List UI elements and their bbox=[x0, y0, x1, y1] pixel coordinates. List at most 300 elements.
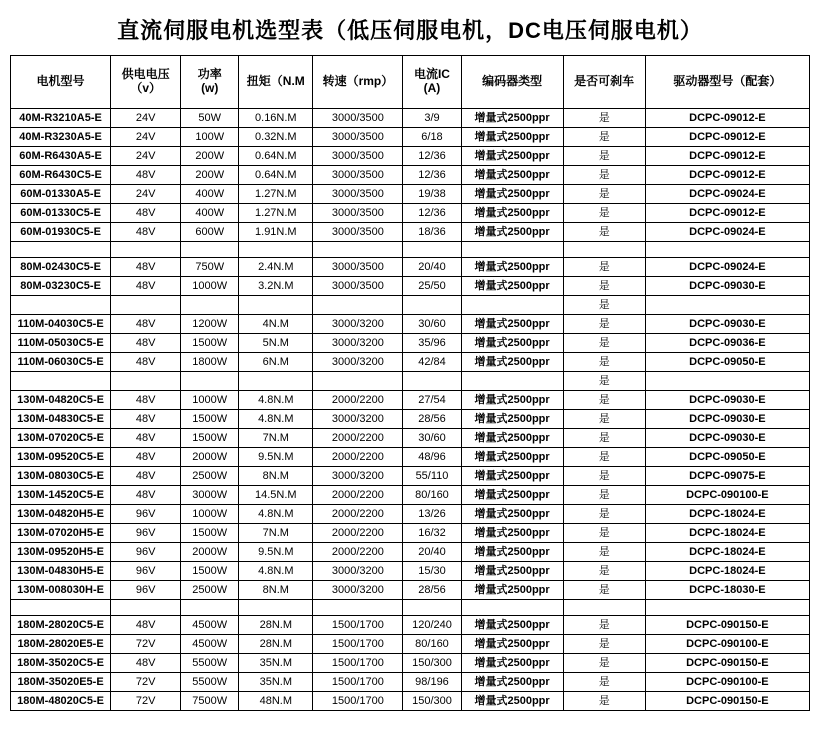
spacer-cell bbox=[645, 600, 809, 616]
cell-model: 60M-R6430A5-E bbox=[11, 147, 111, 166]
cell-speed: 3000/3500 bbox=[313, 147, 403, 166]
cell-driver: DCPC-09030-E bbox=[645, 410, 809, 429]
cell-power: 600W bbox=[181, 223, 239, 242]
table-row bbox=[11, 185, 810, 204]
cell-current: 12/36 bbox=[403, 147, 461, 166]
cell-current: 12/36 bbox=[403, 204, 461, 223]
col-header-speed: 转速（rmp） bbox=[313, 56, 403, 109]
cell-voltage: 48V bbox=[111, 353, 181, 372]
cell-model: 60M-01330A5-E bbox=[11, 185, 111, 204]
cell-model: 130M-09520C5-E bbox=[11, 448, 111, 467]
cell-voltage: 48V bbox=[111, 391, 181, 410]
spacer-cell bbox=[111, 600, 181, 616]
table-row bbox=[11, 448, 810, 467]
cell-encoder: 增量式2500ppr bbox=[461, 505, 563, 524]
col-header-current bbox=[403, 56, 461, 109]
cell-brake: 是 bbox=[563, 258, 645, 277]
cell-torque: 8N.M bbox=[239, 467, 313, 486]
cell-torque: 4.8N.M bbox=[239, 410, 313, 429]
cell-current: 30/60 bbox=[403, 429, 461, 448]
cell-model: 180M-28020C5-E bbox=[11, 616, 111, 635]
table-row bbox=[11, 166, 810, 185]
cell-power: 1200W bbox=[181, 315, 239, 334]
table-row bbox=[11, 429, 810, 448]
cell-driver: DCPC-18024-E bbox=[645, 543, 809, 562]
cell-voltage: 24V bbox=[111, 147, 181, 166]
cell-encoder: 增量式2500ppr bbox=[461, 128, 563, 147]
table-spacer-row bbox=[11, 242, 810, 258]
cell-driver: DCPC-090100-E bbox=[645, 635, 809, 654]
cell-current: 13/26 bbox=[403, 505, 461, 524]
cell-torque: 8N.M bbox=[239, 581, 313, 600]
col-header-torque: 扭矩（N.M bbox=[239, 56, 313, 109]
cell-power: 1500W bbox=[181, 524, 239, 543]
cell-torque: 7N.M bbox=[239, 429, 313, 448]
cell-brake: 是 bbox=[563, 692, 645, 711]
cell-encoder: 增量式2500ppr bbox=[461, 166, 563, 185]
cell-current: 55/110 bbox=[403, 467, 461, 486]
cell-power bbox=[181, 372, 239, 391]
table-body bbox=[11, 109, 810, 711]
cell-brake: 是 bbox=[563, 635, 645, 654]
cell-voltage: 48V bbox=[111, 277, 181, 296]
cell-model: 130M-14520C5-E bbox=[11, 486, 111, 505]
cell-model: 130M-04820C5-E bbox=[11, 391, 111, 410]
cell-torque: 28N.M bbox=[239, 635, 313, 654]
cell-encoder: 增量式2500ppr bbox=[461, 353, 563, 372]
cell-driver: DCPC-09012-E bbox=[645, 128, 809, 147]
cell-model: 60M-01330C5-E bbox=[11, 204, 111, 223]
cell-brake: 是 bbox=[563, 185, 645, 204]
cell-voltage: 96V bbox=[111, 524, 181, 543]
table-row bbox=[11, 692, 810, 711]
cell-power: 1500W bbox=[181, 562, 239, 581]
cell-voltage: 48V bbox=[111, 448, 181, 467]
cell-torque: 35N.M bbox=[239, 654, 313, 673]
table-row bbox=[11, 223, 810, 242]
cell-brake: 是 bbox=[563, 562, 645, 581]
cell-torque: 1.27N.M bbox=[239, 204, 313, 223]
table-row bbox=[11, 616, 810, 635]
cell-torque: 35N.M bbox=[239, 673, 313, 692]
cell-speed: 2000/2200 bbox=[313, 391, 403, 410]
cell-voltage: 96V bbox=[111, 505, 181, 524]
cell-driver: DCPC-09030-E bbox=[645, 277, 809, 296]
cell-power: 1000W bbox=[181, 391, 239, 410]
cell-voltage: 24V bbox=[111, 128, 181, 147]
table-row bbox=[11, 635, 810, 654]
cell-voltage: 48V bbox=[111, 616, 181, 635]
cell-torque: 48N.M bbox=[239, 692, 313, 711]
cell-brake: 是 bbox=[563, 223, 645, 242]
cell-model: 130M-09520H5-E bbox=[11, 543, 111, 562]
cell-power: 2500W bbox=[181, 581, 239, 600]
cell-torque: 28N.M bbox=[239, 616, 313, 635]
cell-speed: 3000/3500 bbox=[313, 166, 403, 185]
cell-encoder: 增量式2500ppr bbox=[461, 543, 563, 562]
cell-speed: 3000/3200 bbox=[313, 562, 403, 581]
cell-current: 6/18 bbox=[403, 128, 461, 147]
cell-brake: 是 bbox=[563, 109, 645, 128]
cell-driver: DCPC-09075-E bbox=[645, 467, 809, 486]
cell-power: 50W bbox=[181, 109, 239, 128]
cell-speed: 3000/3200 bbox=[313, 581, 403, 600]
cell-encoder: 增量式2500ppr bbox=[461, 692, 563, 711]
cell-model: 180M-28020E5-E bbox=[11, 635, 111, 654]
cell-brake: 是 bbox=[563, 296, 645, 315]
cell-voltage: 24V bbox=[111, 109, 181, 128]
spacer-cell bbox=[563, 600, 645, 616]
cell-voltage: 96V bbox=[111, 581, 181, 600]
cell-speed: 3000/3200 bbox=[313, 410, 403, 429]
cell-brake: 是 bbox=[563, 204, 645, 223]
cell-torque: 7N.M bbox=[239, 524, 313, 543]
cell-torque: 4.8N.M bbox=[239, 391, 313, 410]
cell-model: 110M-05030C5-E bbox=[11, 334, 111, 353]
cell-current: 30/60 bbox=[403, 315, 461, 334]
cell-driver: DCPC-09030-E bbox=[645, 315, 809, 334]
cell-power: 1500W bbox=[181, 429, 239, 448]
cell-driver: DCPC-09012-E bbox=[645, 109, 809, 128]
cell-driver: DCPC-090150-E bbox=[645, 654, 809, 673]
cell-torque: 3.2N.M bbox=[239, 277, 313, 296]
table-row bbox=[11, 258, 810, 277]
cell-power: 5500W bbox=[181, 654, 239, 673]
cell-torque: 6N.M bbox=[239, 353, 313, 372]
cell-speed: 2000/2200 bbox=[313, 448, 403, 467]
cell-current: 120/240 bbox=[403, 616, 461, 635]
cell-current: 16/32 bbox=[403, 524, 461, 543]
cell-encoder bbox=[461, 296, 563, 315]
table-row bbox=[11, 581, 810, 600]
cell-speed: 2000/2200 bbox=[313, 429, 403, 448]
cell-driver: DCPC-09050-E bbox=[645, 448, 809, 467]
table-row bbox=[11, 109, 810, 128]
cell-driver: DCPC-09012-E bbox=[645, 166, 809, 185]
cell-torque: 4N.M bbox=[239, 315, 313, 334]
table-row bbox=[11, 543, 810, 562]
cell-power bbox=[181, 296, 239, 315]
cell-speed: 1500/1700 bbox=[313, 673, 403, 692]
cell-brake: 是 bbox=[563, 486, 645, 505]
cell-speed: 3000/3200 bbox=[313, 353, 403, 372]
cell-speed bbox=[313, 296, 403, 315]
table-row bbox=[11, 204, 810, 223]
spacer-cell bbox=[313, 242, 403, 258]
spacer-cell bbox=[403, 600, 461, 616]
cell-model: 40M-R3230A5-E bbox=[11, 128, 111, 147]
spacer-cell bbox=[563, 242, 645, 258]
cell-torque: 4.8N.M bbox=[239, 505, 313, 524]
cell-current: 15/30 bbox=[403, 562, 461, 581]
cell-torque: 5N.M bbox=[239, 334, 313, 353]
cell-driver: DCPC-09012-E bbox=[645, 147, 809, 166]
cell-power: 4500W bbox=[181, 635, 239, 654]
cell-current: 42/84 bbox=[403, 353, 461, 372]
cell-driver: DCPC-09030-E bbox=[645, 429, 809, 448]
spacer-cell bbox=[239, 242, 313, 258]
col-header-power bbox=[181, 56, 239, 109]
cell-voltage: 48V bbox=[111, 258, 181, 277]
cell-torque: 0.64N.M bbox=[239, 166, 313, 185]
cell-model: 130M-04830C5-E bbox=[11, 410, 111, 429]
cell-model bbox=[11, 296, 111, 315]
cell-current: 80/160 bbox=[403, 486, 461, 505]
cell-brake: 是 bbox=[563, 334, 645, 353]
cell-power: 2000W bbox=[181, 448, 239, 467]
cell-voltage: 48V bbox=[111, 334, 181, 353]
cell-power: 400W bbox=[181, 204, 239, 223]
cell-brake: 是 bbox=[563, 673, 645, 692]
cell-power: 1500W bbox=[181, 410, 239, 429]
spacer-cell bbox=[461, 600, 563, 616]
col-header-power-unit: (w) bbox=[201, 81, 219, 95]
cell-driver: DCPC-09012-E bbox=[645, 204, 809, 223]
cell-torque bbox=[239, 372, 313, 391]
cell-voltage: 48V bbox=[111, 204, 181, 223]
cell-current: 20/40 bbox=[403, 543, 461, 562]
cell-voltage: 96V bbox=[111, 543, 181, 562]
cell-current: 27/54 bbox=[403, 391, 461, 410]
cell-torque: 2.4N.M bbox=[239, 258, 313, 277]
cell-torque: 1.91N.M bbox=[239, 223, 313, 242]
cell-brake: 是 bbox=[563, 391, 645, 410]
cell-brake: 是 bbox=[563, 448, 645, 467]
cell-encoder: 增量式2500ppr bbox=[461, 109, 563, 128]
cell-encoder: 增量式2500ppr bbox=[461, 315, 563, 334]
cell-driver bbox=[645, 372, 809, 391]
cell-model: 180M-35020C5-E bbox=[11, 654, 111, 673]
cell-voltage: 24V bbox=[111, 185, 181, 204]
cell-current: 18/36 bbox=[403, 223, 461, 242]
cell-brake: 是 bbox=[563, 654, 645, 673]
cell-encoder: 增量式2500ppr bbox=[461, 486, 563, 505]
cell-encoder: 增量式2500ppr bbox=[461, 410, 563, 429]
cell-power: 100W bbox=[181, 128, 239, 147]
cell-speed: 1500/1700 bbox=[313, 616, 403, 635]
cell-driver: DCPC-09024-E bbox=[645, 258, 809, 277]
cell-driver: DCPC-09030-E bbox=[645, 391, 809, 410]
col-header-driver: 驱动器型号（配套） bbox=[645, 56, 809, 109]
cell-brake: 是 bbox=[563, 128, 645, 147]
cell-driver: DCPC-090100-E bbox=[645, 673, 809, 692]
cell-speed: 3000/3200 bbox=[313, 315, 403, 334]
cell-speed: 3000/3500 bbox=[313, 258, 403, 277]
col-header-encoder: 编码器类型 bbox=[461, 56, 563, 109]
cell-encoder bbox=[461, 372, 563, 391]
cell-brake: 是 bbox=[563, 429, 645, 448]
cell-torque: 1.27N.M bbox=[239, 185, 313, 204]
cell-model: 40M-R3210A5-E bbox=[11, 109, 111, 128]
cell-model: 180M-35020E5-E bbox=[11, 673, 111, 692]
cell-driver: DCPC-18024-E bbox=[645, 562, 809, 581]
cell-speed: 2000/2200 bbox=[313, 486, 403, 505]
table-row bbox=[11, 128, 810, 147]
cell-driver: DCPC-09050-E bbox=[645, 353, 809, 372]
cell-model: 110M-06030C5-E bbox=[11, 353, 111, 372]
cell-speed: 3000/3500 bbox=[313, 109, 403, 128]
cell-power: 7500W bbox=[181, 692, 239, 711]
cell-speed: 2000/2200 bbox=[313, 524, 403, 543]
cell-speed: 3000/3500 bbox=[313, 204, 403, 223]
cell-driver: DCPC-18024-E bbox=[645, 505, 809, 524]
cell-current: 3/9 bbox=[403, 109, 461, 128]
cell-power: 750W bbox=[181, 258, 239, 277]
cell-encoder: 增量式2500ppr bbox=[461, 524, 563, 543]
cell-current: 80/160 bbox=[403, 635, 461, 654]
table-row bbox=[11, 410, 810, 429]
col-header-current-main: 电流IC bbox=[413, 67, 450, 82]
cell-power: 2000W bbox=[181, 543, 239, 562]
cell-brake: 是 bbox=[563, 505, 645, 524]
cell-voltage: 48V bbox=[111, 315, 181, 334]
cell-model: 60M-01930C5-E bbox=[11, 223, 111, 242]
cell-current: 35/96 bbox=[403, 334, 461, 353]
cell-encoder: 增量式2500ppr bbox=[461, 635, 563, 654]
cell-model: 130M-08030C5-E bbox=[11, 467, 111, 486]
cell-power: 1500W bbox=[181, 334, 239, 353]
cell-model bbox=[11, 372, 111, 391]
cell-encoder: 增量式2500ppr bbox=[461, 334, 563, 353]
cell-driver: DCPC-09024-E bbox=[645, 223, 809, 242]
table-row bbox=[11, 467, 810, 486]
cell-speed bbox=[313, 372, 403, 391]
cell-brake: 是 bbox=[563, 616, 645, 635]
cell-voltage: 48V bbox=[111, 429, 181, 448]
cell-encoder: 增量式2500ppr bbox=[461, 616, 563, 635]
cell-driver: DCPC-09036-E bbox=[645, 334, 809, 353]
cell-model: 130M-04820H5-E bbox=[11, 505, 111, 524]
spacer-cell bbox=[11, 600, 111, 616]
cell-current: 19/38 bbox=[403, 185, 461, 204]
cell-model: 80M-02430C5-E bbox=[11, 258, 111, 277]
cell-brake: 是 bbox=[563, 277, 645, 296]
cell-power: 3000W bbox=[181, 486, 239, 505]
cell-model: 80M-03230C5-E bbox=[11, 277, 111, 296]
table-row bbox=[11, 524, 810, 543]
cell-voltage bbox=[111, 372, 181, 391]
cell-power: 2500W bbox=[181, 467, 239, 486]
cell-torque: 14.5N.M bbox=[239, 486, 313, 505]
spacer-cell bbox=[461, 242, 563, 258]
cell-torque: 0.16N.M bbox=[239, 109, 313, 128]
cell-voltage: 72V bbox=[111, 635, 181, 654]
cell-brake: 是 bbox=[563, 147, 645, 166]
spacer-cell bbox=[645, 242, 809, 258]
cell-voltage: 48V bbox=[111, 654, 181, 673]
cell-model: 130M-07020H5-E bbox=[11, 524, 111, 543]
cell-brake: 是 bbox=[563, 353, 645, 372]
cell-speed: 3000/3200 bbox=[313, 334, 403, 353]
cell-voltage: 96V bbox=[111, 562, 181, 581]
cell-current: 150/300 bbox=[403, 654, 461, 673]
cell-current: 98/196 bbox=[403, 673, 461, 692]
table-row bbox=[11, 296, 810, 315]
cell-brake: 是 bbox=[563, 467, 645, 486]
table-row bbox=[11, 353, 810, 372]
table-row bbox=[11, 315, 810, 334]
cell-current: 20/40 bbox=[403, 258, 461, 277]
cell-model: 110M-04030C5-E bbox=[11, 315, 111, 334]
cell-power: 1000W bbox=[181, 277, 239, 296]
cell-speed: 3000/3500 bbox=[313, 185, 403, 204]
cell-voltage bbox=[111, 296, 181, 315]
cell-model: 60M-R6430C5-E bbox=[11, 166, 111, 185]
cell-voltage: 48V bbox=[111, 223, 181, 242]
table-row bbox=[11, 372, 810, 391]
cell-encoder: 增量式2500ppr bbox=[461, 204, 563, 223]
page-title: 直流伺服电机选型表（低压伺服电机，DC电压伺服电机） bbox=[117, 18, 703, 43]
cell-model: 180M-48020C5-E bbox=[11, 692, 111, 711]
cell-encoder: 增量式2500ppr bbox=[461, 277, 563, 296]
table-header bbox=[11, 56, 810, 109]
spacer-cell bbox=[313, 600, 403, 616]
cell-model: 130M-04830H5-E bbox=[11, 562, 111, 581]
cell-speed: 2000/2200 bbox=[313, 543, 403, 562]
cell-torque: 0.32N.M bbox=[239, 128, 313, 147]
cell-driver: DCPC-090100-E bbox=[645, 486, 809, 505]
cell-brake: 是 bbox=[563, 166, 645, 185]
cell-torque: 4.8N.M bbox=[239, 562, 313, 581]
cell-speed: 1500/1700 bbox=[313, 654, 403, 673]
cell-voltage: 48V bbox=[111, 410, 181, 429]
cell-voltage: 48V bbox=[111, 486, 181, 505]
cell-driver bbox=[645, 296, 809, 315]
cell-power: 1800W bbox=[181, 353, 239, 372]
cell-torque: 0.64N.M bbox=[239, 147, 313, 166]
cell-encoder: 增量式2500ppr bbox=[461, 429, 563, 448]
cell-encoder: 增量式2500ppr bbox=[461, 562, 563, 581]
table-row bbox=[11, 147, 810, 166]
col-header-voltage: 供电电压（v） bbox=[111, 56, 181, 109]
cell-encoder: 增量式2500ppr bbox=[461, 654, 563, 673]
cell-power: 1000W bbox=[181, 505, 239, 524]
cell-power: 200W bbox=[181, 147, 239, 166]
cell-speed: 3000/3500 bbox=[313, 223, 403, 242]
cell-power: 400W bbox=[181, 185, 239, 204]
cell-power: 200W bbox=[181, 166, 239, 185]
table-header-row bbox=[11, 56, 810, 109]
cell-current: 150/300 bbox=[403, 692, 461, 711]
table-spacer-row bbox=[11, 600, 810, 616]
spacer-cell bbox=[181, 600, 239, 616]
cell-encoder: 增量式2500ppr bbox=[461, 147, 563, 166]
table-row bbox=[11, 334, 810, 353]
cell-encoder: 增量式2500ppr bbox=[461, 581, 563, 600]
cell-encoder: 增量式2500ppr bbox=[461, 185, 563, 204]
cell-model: 130M-07020C5-E bbox=[11, 429, 111, 448]
cell-model: 130M-008030H-E bbox=[11, 581, 111, 600]
spacer-cell bbox=[239, 600, 313, 616]
cell-current: 48/96 bbox=[403, 448, 461, 467]
cell-driver: DCPC-090150-E bbox=[645, 616, 809, 635]
cell-power: 4500W bbox=[181, 616, 239, 635]
cell-encoder: 增量式2500ppr bbox=[461, 223, 563, 242]
cell-speed: 2000/2200 bbox=[313, 505, 403, 524]
cell-brake: 是 bbox=[563, 524, 645, 543]
cell-speed: 1500/1700 bbox=[313, 692, 403, 711]
cell-torque: 9.5N.M bbox=[239, 448, 313, 467]
cell-driver: DCPC-18030-E bbox=[645, 581, 809, 600]
cell-current: 12/36 bbox=[403, 166, 461, 185]
spacer-cell bbox=[181, 242, 239, 258]
cell-torque: 9.5N.M bbox=[239, 543, 313, 562]
cell-current bbox=[403, 372, 461, 391]
cell-brake: 是 bbox=[563, 410, 645, 429]
table-row bbox=[11, 673, 810, 692]
table-row bbox=[11, 486, 810, 505]
col-header-brake: 是否可刹车 bbox=[563, 56, 645, 109]
